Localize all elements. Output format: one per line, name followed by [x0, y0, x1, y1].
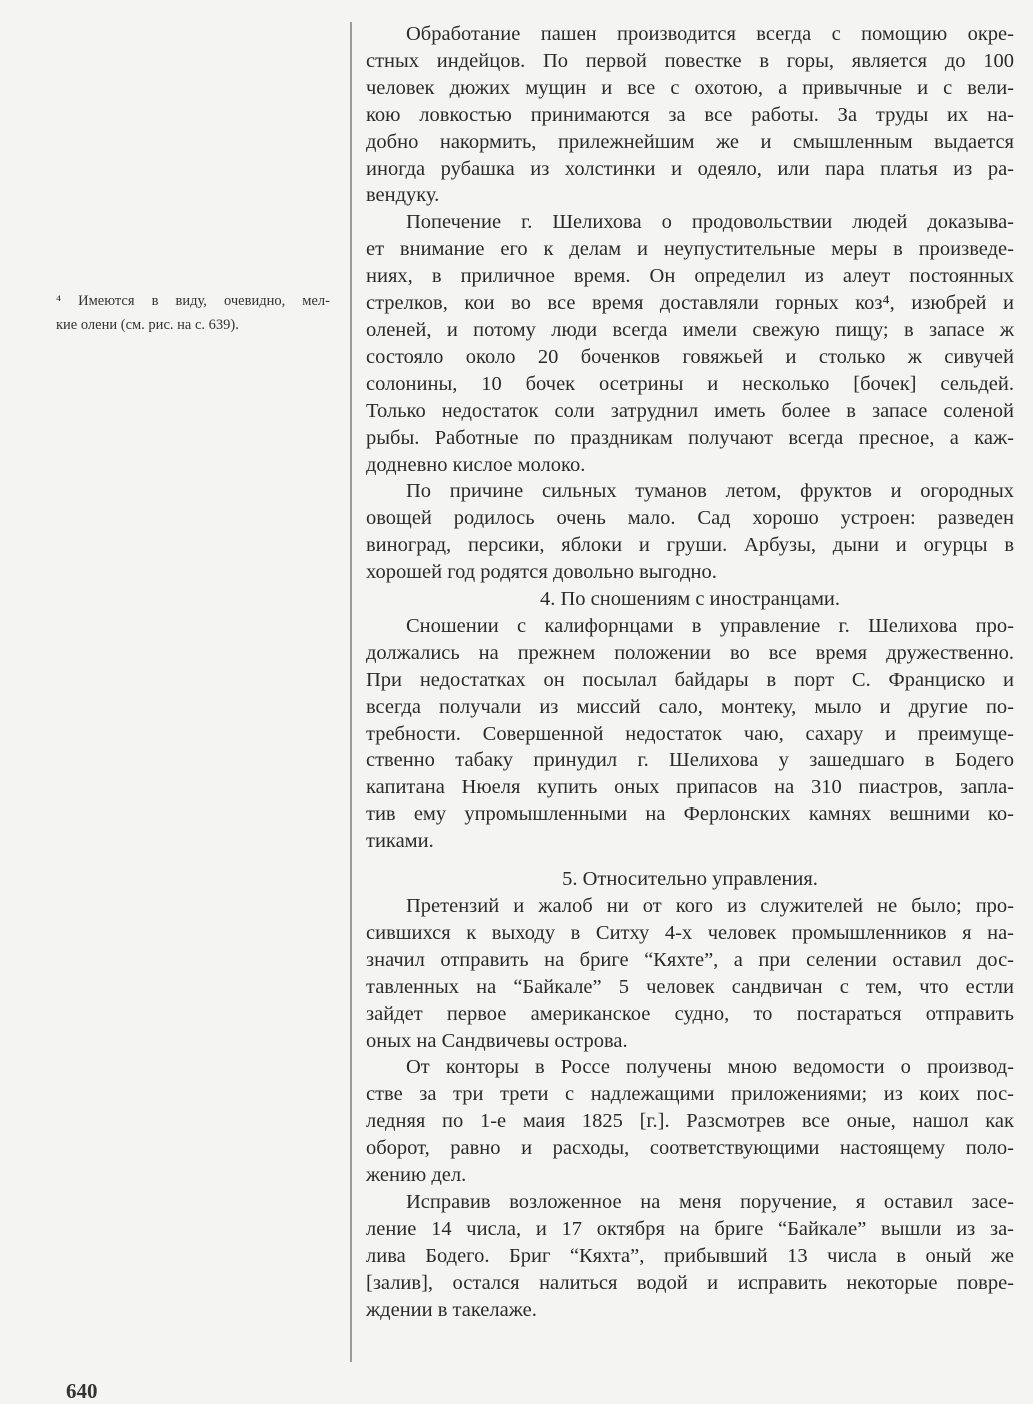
text-line: хорошей год родятся довольно выгодно.	[366, 561, 717, 584]
text-line: ственно табаку принудил г. Шелихова у зашедшаго в Бодего	[366, 749, 1014, 772]
text-line: оборот, равно и расходы, соответствующими настоящему поло-	[366, 1137, 1014, 1160]
text-line: зайдет первое американское судно, то постараться отправить	[366, 1002, 1014, 1025]
text-line: Только недостаток соли затруднил иметь более в запасе соленой	[366, 399, 1014, 422]
main-text-column	[366, 21, 1014, 1324]
section-heading: 4. По сношениям с иностранцами.	[539, 588, 841, 611]
paragraph	[366, 209, 1014, 478]
text-line: тавленных на “Байкале” 5 человек сандвичан с тем, что естли	[366, 975, 1014, 998]
text-line: сившихся к выходу в Ситху 4-х человек промышленников я на-	[366, 921, 1014, 944]
text-line: значил отправить на бриге “Кяхте”, а при селении оставил дос-	[366, 948, 1014, 971]
text-line: солонины, 10 бочек осетрины и несколько [бочек] сельдей.	[366, 372, 1014, 395]
text-line: тиками.	[366, 830, 434, 853]
footnote-line: кие олени (см. рис. на с. 639).	[56, 317, 239, 333]
text-line: Обработание пашен производится всегда с помощию окре-	[406, 23, 1014, 45]
text-line: ледняя по 1-е маия 1825 [г.]. Разсмотрев все оные, нашол как	[366, 1110, 1014, 1133]
text-line: жению дел.	[366, 1164, 467, 1187]
text-line: додневно кислое молоко.	[366, 453, 586, 476]
text-line: состояло около 20 боченков говяжьей и столько ж сивучей	[366, 345, 1014, 368]
text-line: Сношении с калифорнцами в управление г. Шелихова про-	[406, 614, 1014, 637]
side-footnote	[56, 289, 330, 337]
text-line: иногда рубашка из холстинки и одеяло, или пара платья из ра-	[366, 157, 1014, 180]
text-line: овощей родилось очень мало. Сад хорошо устроен: разведен	[366, 507, 1014, 530]
text-line: стве за три трети с надлежащими приложениями; из коих пос-	[366, 1083, 1014, 1106]
column-divider-rule	[350, 22, 352, 1362]
text-line: лива Бодего. Бриг “Кяхта”, прибывший 13 числа в оный же	[366, 1244, 1014, 1267]
text-line: ет внимание его к делам и неупустительные меры в произведе-	[366, 238, 1014, 261]
text-line: стных индейцов. По первой повестке в горы, является до 100	[366, 49, 1014, 72]
text-line: требности. Совершенной недостаток чаю, сахару и преимуще-	[366, 722, 1014, 745]
text-line: По причине сильных туманов летом, фруктов и огородных	[406, 480, 1014, 503]
text-line: стрелков, кои во все время доставляли горных коз⁴, изюбрей и	[366, 292, 1014, 315]
paragraph	[366, 893, 1014, 1054]
text-line: Попечение г. Шелихова о продовольствии людей доказыва-	[406, 211, 1014, 234]
section-heading: 5. Относительно управления.	[562, 868, 818, 891]
text-line: виноград, персики, яблоки и груши. Арбузы, дыни и огурцы в	[366, 534, 1014, 557]
text-line: ление 14 числа, и 17 октября на бриге “Байкале” вышли из за-	[366, 1217, 1014, 1240]
text-line: ниях, в приличное время. Он определил из алеут постоянных	[366, 265, 1014, 288]
text-line: тив ему упромышленными на Ферлонских камнях вешними ко-	[366, 803, 1014, 826]
text-line: Исправив возложенное на меня поручение, я оставил засе-	[406, 1190, 1014, 1213]
text-line: Претензий и жалоб ни от кого из служителей не было; про-	[406, 895, 1014, 917]
footnote-line: ⁴ Имеются в виду, очевидно, мел-	[56, 293, 330, 309]
text-line: должались на прежнем положении во все время дружественно.	[366, 641, 1014, 664]
paragraph	[366, 478, 1014, 586]
text-line: При недостатках он посылал байдары в порт С. Франциско и	[366, 668, 1014, 691]
paragraph	[366, 1189, 1014, 1324]
text-line: От конторы в Россе получены мною ведомости о производ-	[406, 1056, 1014, 1079]
text-line: оленей, и потому люди всегда имели свежую пищу; в запасе ж	[366, 318, 1014, 341]
text-line: вендуку.	[366, 184, 440, 207]
text-line: рыбы. Работные по праздникам получают всегда пресное, а каж-	[366, 426, 1014, 449]
text-line: оных на Сандвичевы острова.	[366, 1029, 628, 1052]
text-line: [залив], остался налиться водой и исправить некоторые повре-	[366, 1271, 1014, 1294]
text-line: всегда получали из миссий сало, монтеку, мыло и другие по-	[366, 695, 1014, 718]
text-line: добно накормить, прилежнейшим же и смышленным выдается	[366, 130, 1014, 153]
text-line: кою ловкостью принимаются за все работы. За труды их на-	[366, 103, 1014, 126]
text-line: ждении в такелаже.	[366, 1298, 537, 1321]
page-number: 640	[66, 1379, 98, 1403]
text-line: человек дюжих мущин и все с охотою, а привычные и с вели-	[366, 76, 1014, 99]
paragraph	[366, 1054, 1014, 1189]
paragraph	[366, 613, 1014, 855]
paragraph	[366, 21, 1014, 209]
text-line: капитана Нюеля купить оных припасов на 310 пиастров, запла-	[366, 776, 1014, 799]
